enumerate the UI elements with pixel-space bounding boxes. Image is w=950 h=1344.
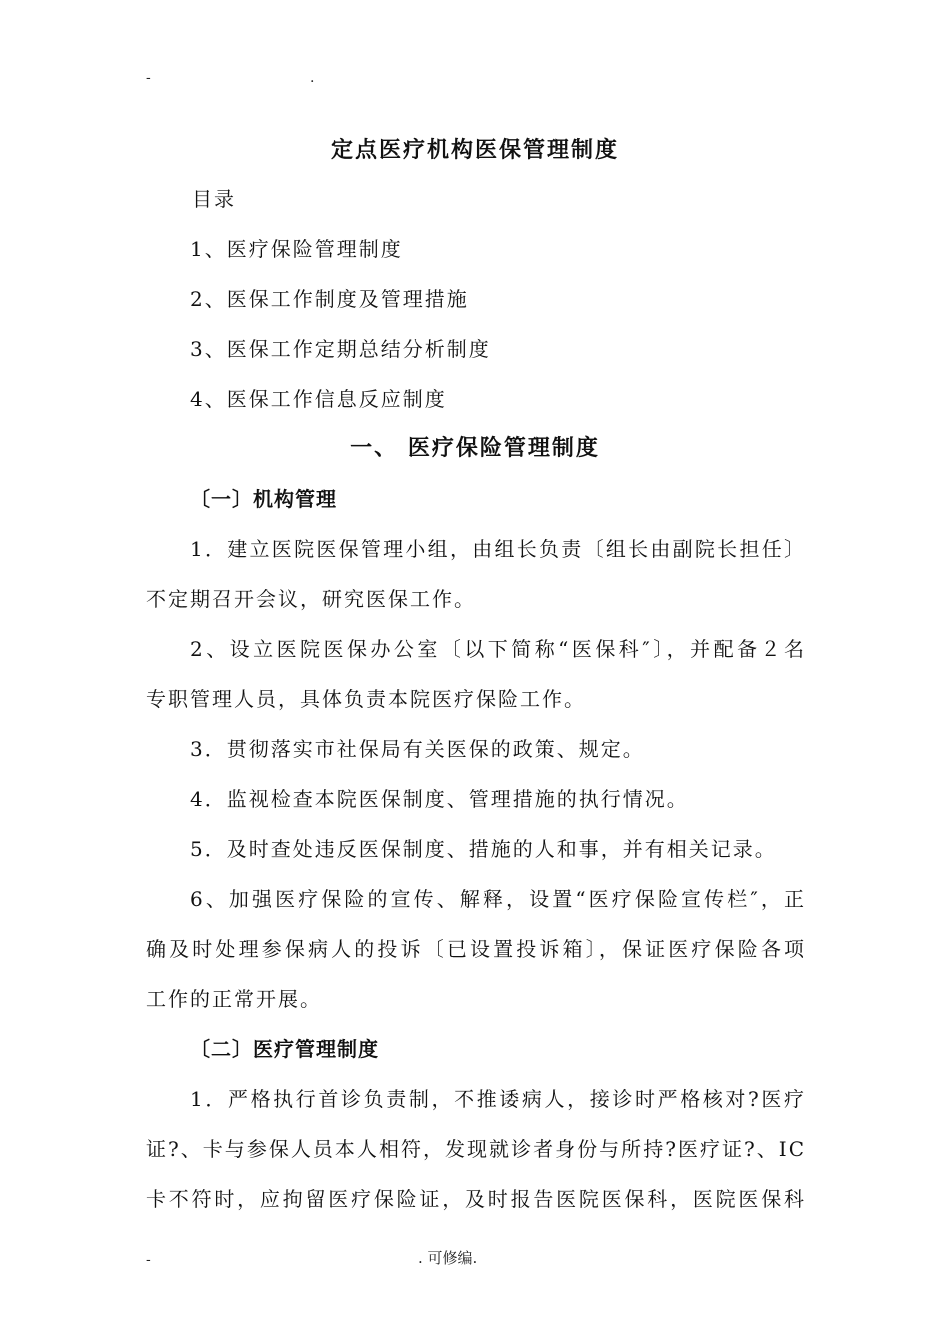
paragraph-line: 确及时处理参保病人的投诉〔已设置投诉箱〕，保证医疗保险各项 [146, 937, 806, 961]
paragraph-line: 6、加强医疗保险的宣传、解释，设置“医疗保险宣传栏″，正 [190, 887, 806, 911]
footer-editable-note: . 可修编. [418, 1249, 478, 1267]
paragraph-line: 工作的正常开展。 [146, 987, 322, 1011]
paragraph-line: 1．建立医院医保管理小组，由组长负责〔组长由副院长担任〕 [190, 537, 806, 561]
footer-left-mark: - [146, 1252, 151, 1268]
toc-item-2: 2、医保工作制度及管理措施 [190, 287, 469, 311]
paragraph-line: 不定期召开会议，研究医保工作。 [146, 587, 476, 611]
header-left-mark: - [146, 70, 151, 86]
paragraph-line: 2、设立医院医保办公室〔以下简称“医保科″〕，并配备２名 [190, 637, 806, 661]
subsection-heading-1: 〔一〕机构管理 [190, 487, 337, 511]
toc-item-3: 3、医保工作定期总结分析制度 [190, 337, 491, 361]
paragraph-line: 专职管理人员，具体负责本院医疗保险工作。 [146, 687, 586, 711]
paragraph-line: 4．监视检查本院医保制度、管理措施的执行情况。 [190, 787, 689, 811]
section-heading-1: 一、 医疗保险管理制度 [350, 436, 600, 461]
paragraph-line: 3．贯彻落实市社保局有关医保的政策、规定。 [190, 737, 645, 761]
toc-label: 目录 [192, 187, 236, 211]
toc-item-1: 1、医疗保险管理制度 [190, 237, 403, 261]
toc-item-4: 4、医保工作信息反应制度 [190, 387, 447, 411]
paragraph-line: 5．及时查处违反医保制度、措施的人和事，并有相关记录。 [190, 837, 777, 861]
document-title: 定点医疗机构医保管理制度 [330, 138, 619, 163]
paragraph-line: 卡不符时，应拘留医疗保险证，及时报告医院医保科，医院医保科 [146, 1187, 806, 1211]
paragraph-line: 证?、卡与参保人员本人相符，发现就诊者身份与所持?医疗证?、IC [146, 1137, 806, 1161]
header-right-mark: . [310, 70, 315, 86]
paragraph-line: 1．严格执行首诊负责制，不推诿病人，接诊时严格核对?医疗 [190, 1087, 806, 1111]
subsection-heading-2: 〔二〕医疗管理制度 [190, 1037, 379, 1061]
